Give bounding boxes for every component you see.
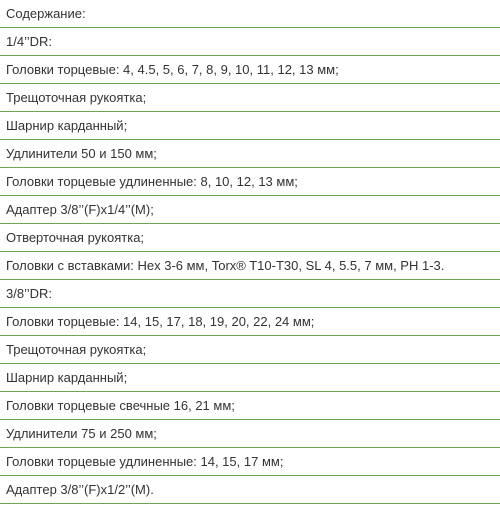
list-item-text: Головки торцевые удлиненные: 14, 15, 17 мм; bbox=[6, 454, 284, 469]
list-item bbox=[0, 224, 500, 252]
list-item bbox=[0, 392, 500, 420]
list-item-text: Адаптер 3/8’’(F)x1/4’’(M); bbox=[6, 202, 154, 217]
list-item bbox=[0, 308, 500, 336]
list-item-text: Отверточная рукоятка; bbox=[6, 230, 145, 245]
list-item bbox=[0, 476, 500, 504]
list-item-text: Удлинители 50 и 150 мм; bbox=[6, 146, 157, 161]
list-item-text: Содержание: bbox=[6, 6, 86, 21]
list-item-section-quarter-dr bbox=[0, 28, 500, 56]
list-item bbox=[0, 140, 500, 168]
list-item-text: Головки торцевые свечные 16, 21 мм; bbox=[6, 398, 235, 413]
list-item-text: Головки с вставками: Hex 3-6 мм, Torx® T10-T30, SL 4, 5.5, 7 мм, PH 1-3. bbox=[6, 258, 445, 273]
list-item-text: Головки торцевые: 14, 15, 17, 18, 19, 20, 22, 24 мм; bbox=[6, 314, 315, 329]
list-item-text: Трещоточная рукоятка; bbox=[6, 342, 147, 357]
list-item bbox=[0, 420, 500, 448]
list-item-section-three-eighths-dr bbox=[0, 280, 500, 308]
list-item-text: Трещоточная рукоятка; bbox=[6, 90, 147, 105]
list-item bbox=[0, 168, 500, 196]
list-item bbox=[0, 196, 500, 224]
list-item bbox=[0, 112, 500, 140]
list-item bbox=[0, 252, 500, 280]
list-item bbox=[0, 448, 500, 476]
list-item-text: Шарнир карданный; bbox=[6, 370, 128, 385]
list-item bbox=[0, 364, 500, 392]
list-item bbox=[0, 84, 500, 112]
list-item-text: Головки торцевые удлиненные: 8, 10, 12, 13 мм; bbox=[6, 174, 298, 189]
list-item-text: Адаптер 3/8’’(F)x1/2’’(M). bbox=[6, 482, 154, 497]
list-item bbox=[0, 336, 500, 364]
list-item-text: Удлинители 75 и 250 мм; bbox=[6, 426, 157, 441]
list-item-text: Головки торцевые: 4, 4.5, 5, 6, 7, 8, 9, 10, 11, 12, 13 мм; bbox=[6, 62, 339, 77]
list-item-text: 1/4’’DR: bbox=[6, 34, 53, 49]
list-item-contents-heading bbox=[0, 0, 500, 28]
list-item-text: 3/8’’DR: bbox=[6, 286, 53, 301]
list-item-text: Шарнир карданный; bbox=[6, 118, 128, 133]
list-item bbox=[0, 56, 500, 84]
